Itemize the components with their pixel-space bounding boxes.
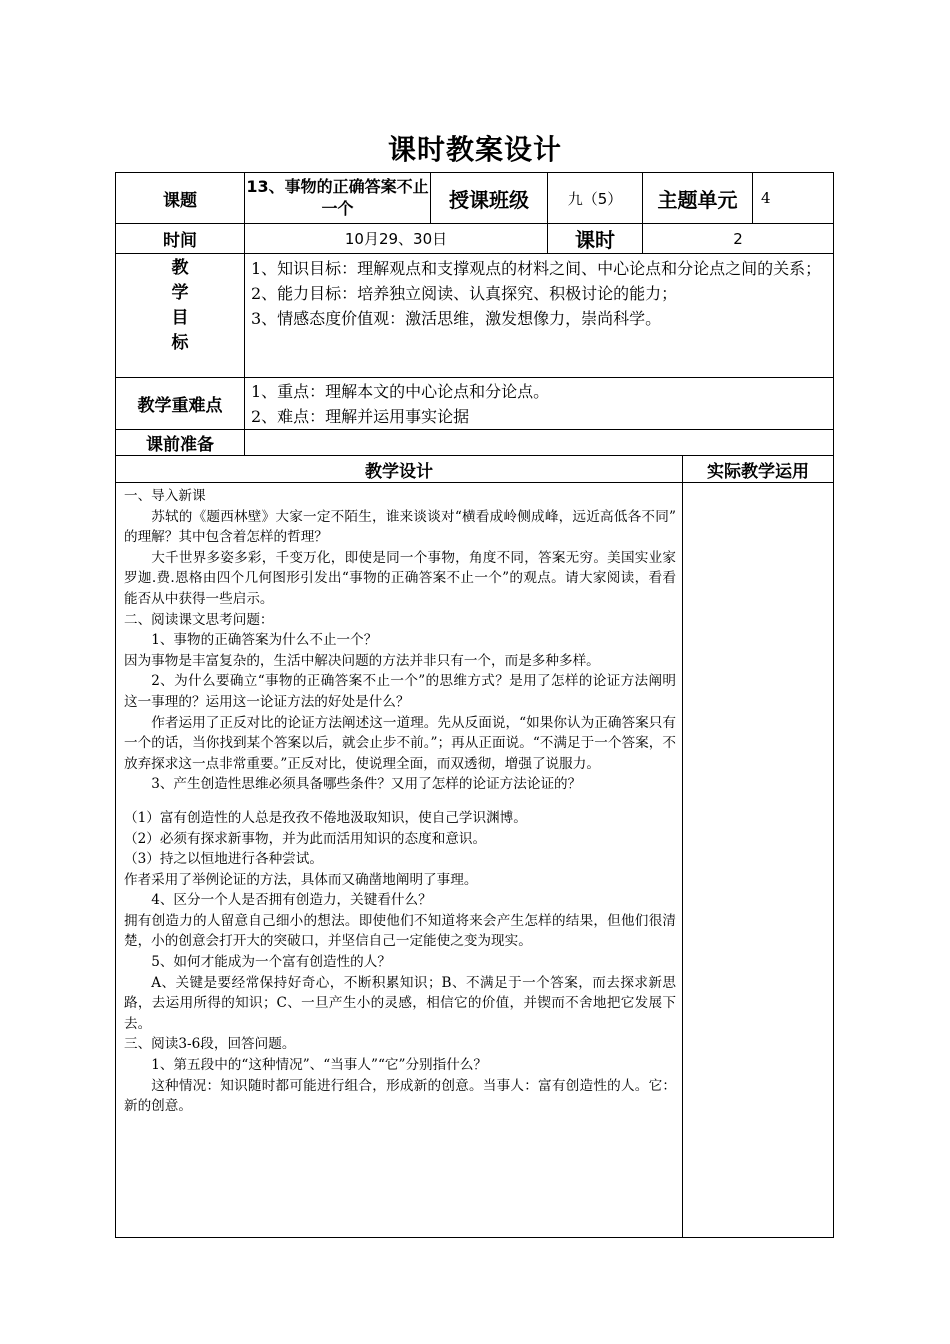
question: 1、第五段中的“这种情况”、“当事人”“它”分别指什么？: [151, 1057, 488, 1074]
objectives-label-char: 标: [171, 333, 189, 353]
page-title: 课时教案设计: [387, 133, 562, 166]
question: 1、事物的正确答案为什么不止一个？: [151, 632, 378, 649]
paragraph: 苏轼的《题西林壁》大家一定不陌生，谁来谈谈对“横看成岭侧成峰，远近高低各不同” 的理解？其中包含着怎样的哲理？: [124, 508, 676, 546]
section-heading: 一、导入新课: [124, 488, 206, 504]
answer: 这种情况：知识随时都可能进行组合，形成新的创意。当事人：富有创造性的人。它：新的创意。: [124, 1077, 676, 1115]
question: 2、为什么要确立“事物的正确答案不止一个”的思维方式？是用了怎样的论证方法阐明这一事理的？运用这一论证方法的好处是什么？: [124, 673, 676, 710]
objectives-label-char: 目: [171, 308, 189, 328]
question: 5、如何才能成为一个富有创造性的人？: [151, 954, 391, 971]
topic-value: 13、事物的正确答案不止一个: [245, 173, 431, 224]
topic-label: 课题: [116, 173, 245, 224]
objectives-label-char: 教: [171, 258, 189, 278]
lesson-plan-table: [115, 172, 834, 1238]
objectives-row: [116, 254, 834, 378]
design-header: 教学设计: [116, 456, 683, 483]
unit-label: 主题单元: [643, 173, 753, 224]
question: 3、产生创造性思维必须具备哪些条件？又用了怎样的论证方法论证的？: [151, 776, 582, 793]
key-points-row: [116, 378, 834, 430]
answer: （2）必须有探求新事物，并为此而活用知识的态度和意识。: [124, 830, 487, 847]
unit-value: 4: [753, 173, 834, 224]
class-label: 授课班级: [431, 173, 548, 224]
section-heading: 二、阅读课文思考问题：: [124, 611, 274, 628]
objective-knowledge: 1、知识目标：理解观点和支撑观点的材料之间、中心论点和分论点之间的关系；: [251, 259, 822, 278]
preparation-label: 课前准备: [116, 430, 245, 456]
objective-ability: 2、能力目标：培养独立阅读、认真探究、积极讨论的能力；: [251, 284, 678, 303]
practice-header: 实际教学运用: [683, 456, 834, 483]
answer: 作者采用了举例论证的方法，具体而又确凿地阐明了事理。: [124, 871, 478, 888]
key-point-focus: 1、重点：理解本文的中心论点和分论点。: [251, 381, 550, 401]
answer: （1）富有创造性的人总是孜孜不倦地汲取知识，使自己学识渊博。: [124, 809, 527, 826]
design-body-row: [116, 483, 834, 1238]
key-point-difficulty: 2、难点：理解并运用事实论据: [251, 406, 470, 426]
time-row: [116, 224, 834, 254]
period-value: 2: [643, 224, 834, 254]
topic-row: [116, 173, 834, 224]
question: 4、区分一个人是否拥有创造力，关键看什么？: [151, 892, 432, 909]
key-points-label: 教学重难点: [116, 378, 245, 430]
objective-emotion: 3、情感态度价值观：激活思维，激发想像力，崇尚科学。: [251, 309, 662, 328]
answer: （3）持之以恒地进行各种尝试。: [124, 851, 323, 868]
section-heading: 三、阅读3-6段，回答问题。: [124, 1036, 296, 1053]
design-header-row: [116, 456, 834, 483]
key-points-content: [245, 378, 834, 430]
answer: 拥有创造力的人留意自己细小的想法。即使他们不知道将来会产生怎样的结果，但他们很清楚，小的创意会打开大的突破口，并坚信自己一定能使之变为现实。: [124, 912, 676, 950]
preparation-row: [116, 430, 834, 456]
time-label: 时间: [116, 224, 245, 254]
answer: A、关键是要经常保持好奇心，不断积累知识；B、不满足于一个答案，而去探求新思路，去运用所得的知识；C、一旦产生小的灵感，相信它的价值，并锲而不舍地把它发展下去。: [124, 974, 676, 1032]
paragraph: 大千世界多姿多彩，千变万化，即使是同一个事物，角度不同，答案无穷。美国实业家罗迦.费.恩格由四个几何图形引发出“事物的正确答案不止一个”的观点。请大家阅读，看看能否从中获得一些启示。: [124, 549, 676, 607]
period-label: 课时: [548, 224, 643, 254]
objectives-content: [245, 254, 834, 378]
answer: 因为事物是丰富复杂的，生活中解决问题的方法并非只有一个，而是多种多样。: [124, 652, 600, 669]
practice-content: [683, 483, 834, 1238]
design-content: [116, 483, 683, 1238]
answer: 作者运用了正反对比的论证方法阐述这一道理。先从反面说，“如果你认为正确答案只有一个的话，当你找到某个答案以后，就会止步不前。”；再从正面说。“不满足于一个答案，不放弃探求这一点非常重要。”正反对比，使说理全面，而双透彻，增强了说服力。: [124, 714, 676, 772]
time-value: 10月29、30日: [245, 224, 548, 254]
class-value: 九（5）: [548, 173, 643, 224]
objectives-label: [116, 254, 245, 378]
preparation-value: [245, 430, 834, 456]
objectives-label-char: 学: [171, 283, 189, 303]
